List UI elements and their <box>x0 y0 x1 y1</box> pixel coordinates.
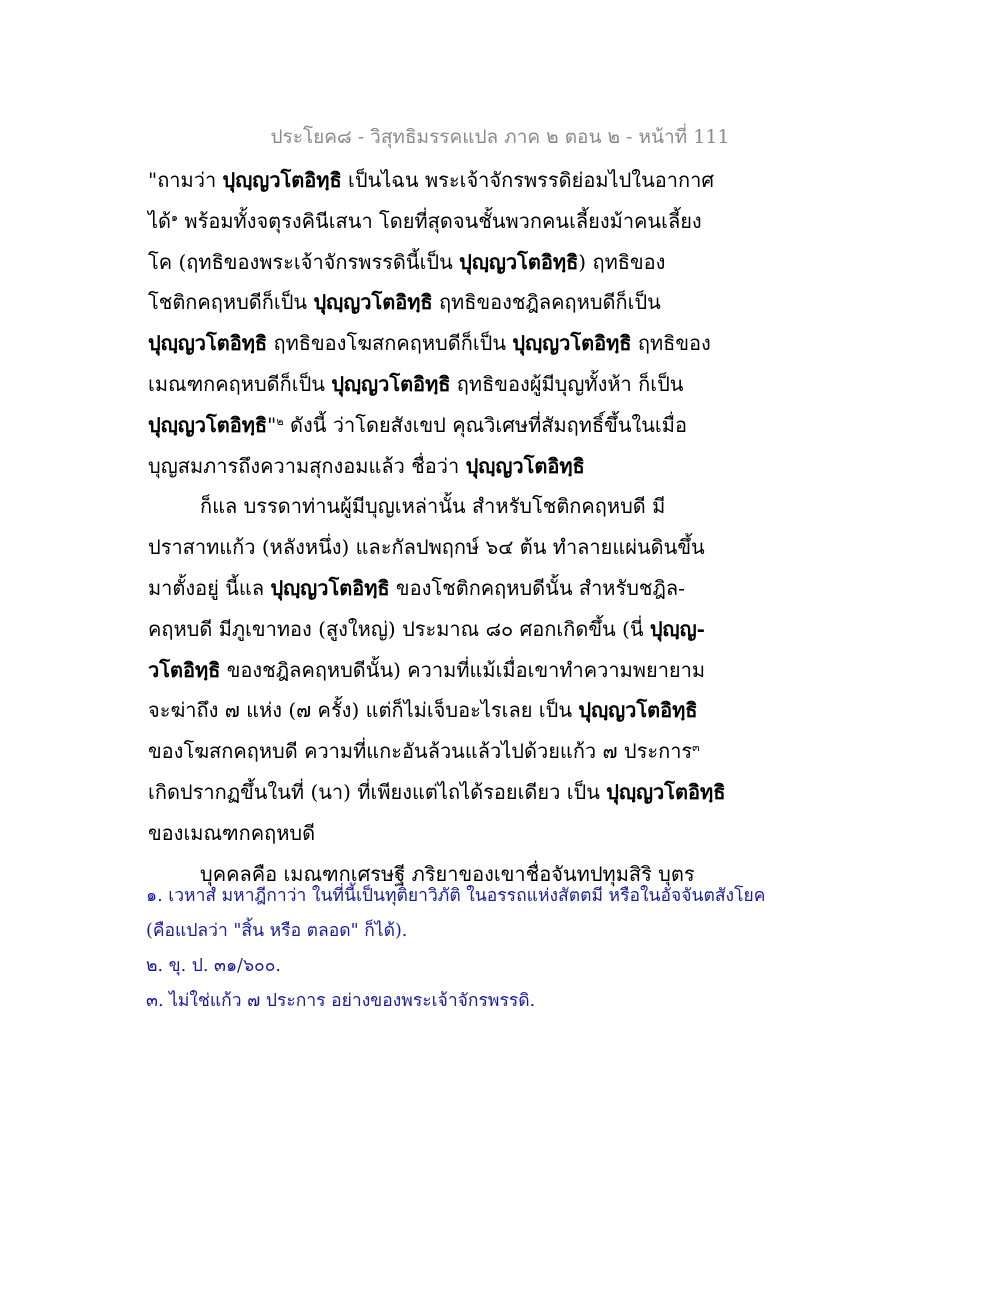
text-segment: ปราสาทแก้ว (หลังหนึ่ง) และกัลปพฤกษ์ ๖๔ ต้น ทำลายแผ่นดินขึ้น <box>148 535 705 560</box>
body-line <box>148 650 748 691</box>
pali-term: ปุญฺญวโตอิทฺธิ <box>148 331 268 356</box>
body-line <box>148 690 748 731</box>
pali-term: ปุญฺญวโตอิทฺธิ <box>331 371 451 396</box>
pali-term: ปุญฺญวโตอิทฺธิ <box>578 698 698 723</box>
body-line <box>148 160 748 201</box>
pali-term: ปุญฺญ- <box>649 616 705 641</box>
text-segment: ฤทธิของชฎิลคฤหบดีก็เป็น <box>432 290 661 315</box>
pali-term: ปุญฺญวโตอิทฺธิ <box>270 575 390 600</box>
text-segment: บุคคลคือ เมณฑกเศรษฐี ภริยาของเขาชื่อจันทปทุมสิริ บุตร <box>200 861 695 886</box>
body-line <box>148 242 748 283</box>
text-segment: มาตั้งอยู่ นี้แล <box>148 575 271 600</box>
text-segment: ดังนี้ ว่าโดยสังเขป คุณวิเศษที่สัมฤทธิ์ขึ้นในเมื่อ <box>283 412 687 437</box>
body-line <box>148 323 748 364</box>
text-segment: ฤทธิของผู้มีบุญทั้งห้า ก็เป็น <box>450 371 684 396</box>
pali-term: ปุญฺญวโตอิทฺธิ <box>148 412 268 437</box>
footnote-marker: ๑ <box>171 210 179 224</box>
text-segment: ของโฆสกคฤหบดี ความที่แกะอันล้วนแล้วไปด้วยแก้ว ๗ ประการ <box>148 739 693 764</box>
text-segment: ของโชติกคฤหบดีนั้น สำหรับชฎิล- <box>389 575 685 600</box>
text-segment: โชติกคฤหบดีก็เป็น <box>148 290 314 315</box>
text-segment: เกิดปรากฏขึ้นในที่ (นา) ที่เพียงแต่ไถได้รอยเดียว เป็น <box>148 779 607 804</box>
pali-term: ปุญฺญวโตอิทฺธิ <box>459 249 579 274</box>
text-segment: ฤทธิของโฆสกคฤหบดีก็เป็น <box>267 331 513 356</box>
text-segment: เป็นไฉน พระเจ้าจักรพรรดิย่อมไปในอากาศ <box>341 168 715 192</box>
body-line <box>148 446 748 487</box>
body-line <box>148 813 748 854</box>
body-line <box>148 527 748 568</box>
pali-term: ปุญฺญวโตอิทฺธิ <box>313 290 433 315</box>
text-segment: " <box>267 412 277 437</box>
footnote-2: ๒. ขุ. ป. ๓๑/๖๐๐. <box>146 956 281 976</box>
body-line <box>148 486 748 527</box>
footnote-marker: ๒ <box>276 414 284 428</box>
body-line <box>148 772 748 813</box>
body-line <box>148 201 748 242</box>
body-line <box>148 282 748 323</box>
footnote-3: ๓. ไม่ใช่แก้ว ๗ ประการ อย่างของพระเจ้าจักรพรรดิ. <box>146 991 536 1011</box>
body-line <box>148 568 748 609</box>
body-text <box>148 160 748 894</box>
text-segment: ของชฎิลคฤหบดีนั้น) ความที่แม้เมื่อเขาทำความพยายาม <box>220 657 706 682</box>
text-segment: พร้อมทั้งจตุรงคินีเสนา โดยที่สุดจนชั้นพวกคนเลี้ยงม้าคนเลี้ยง <box>178 208 702 233</box>
pali-term: ปุญฺญวโตอิทฺธิ <box>606 779 726 804</box>
footnote-1-line-1: ๑. เวหาสํ มหาฎีกาว่า ในที่นี้เป็นทุติยาวิภัติ ในอรรถแห่งสัตตมี หรือในอัจจันตสังโยค <box>146 886 766 906</box>
pali-term: ปุญฺญวโตอิทฺธิ <box>222 168 342 192</box>
text-segment: บุญสมภารถึงความสุกงอมแล้ว ชื่อว่า <box>148 453 466 478</box>
footnote-1-line-2: (คือแปลว่า "สิ้น หรือ ตลอด" ก็ได้). <box>146 921 408 941</box>
pali-term: ปุญฺญวโตอิทฺธิ <box>465 453 585 478</box>
body-line <box>148 731 748 772</box>
text-segment: จะฆ่าถึง ๗ แห่ง (๗ ครั้ง) แต่ก็ไม่เจ็บอะไรเลย เป็น <box>148 698 579 723</box>
body-line <box>148 405 748 446</box>
text-segment: โค (ฤทธิของพระเจ้าจักรพรรดินี้เป็น <box>148 249 460 274</box>
pali-term: วโตอิทฺธิ <box>148 657 221 682</box>
footnote-marker: ๓ <box>692 741 700 755</box>
body-line <box>148 609 748 650</box>
text-segment: ของเมณฑกคฤหบดี <box>148 820 316 845</box>
text-segment: เมณฑกคฤหบดีก็เป็น <box>148 371 332 396</box>
pali-term: ปุญฺญวโตอิทฺธิ <box>512 331 632 356</box>
text-segment: ) ฤทธิของ <box>578 249 666 274</box>
footnotes <box>146 882 786 1015</box>
text-segment: ฤทธิของ <box>631 331 711 356</box>
text-segment: ก็แล บรรดาท่านผู้มีบุญเหล่านั้น สำหรับโชติกคฤหบดี มี <box>200 494 666 519</box>
page-header: ประโยค๘ - วิสุทธิมรรคแปล ภาค ๒ ตอน ๒ - หน้าที่ 111 <box>270 126 730 148</box>
text-segment: คฤหบดี มีภูเขาทอง (สูงใหญ่) ประมาณ ๘๐ ศอกเกิดขึ้น (นี่ <box>148 616 650 641</box>
text-segment: "ถามว่า <box>148 168 223 192</box>
text-segment: ได้ <box>148 208 172 233</box>
body-line <box>148 364 748 405</box>
